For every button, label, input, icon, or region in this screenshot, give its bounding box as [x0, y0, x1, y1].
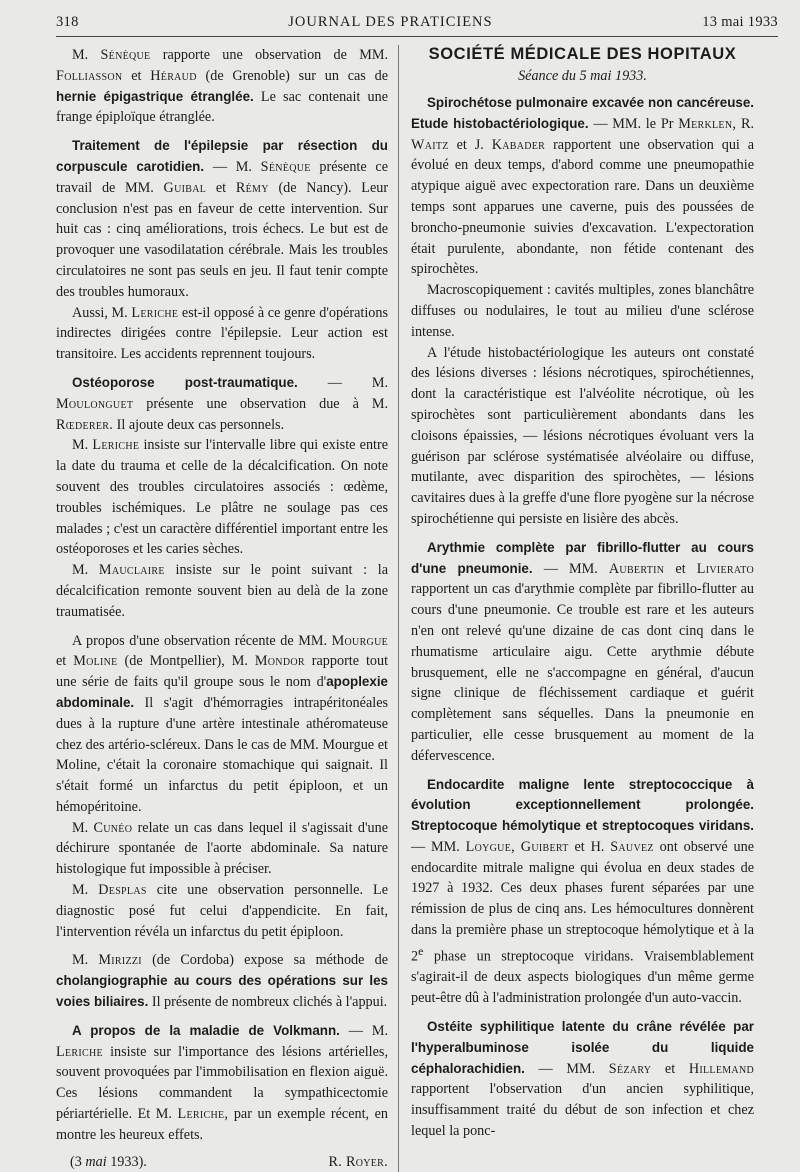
paragraph-leriche-intervalle: M. Leriche insiste sur l'intervalle libre qui existe entre la date du trauma et celle de la décalcification. On note souvent des troubles circulatoires associés : œdème, troubles ischémiques. Le plâtre ne soulage pas ces malades ; c'est un caractère différentiel important entre les ostéoporoses et les caries sèches.: [56, 437, 389, 558]
paragraph-volkmann: A propos de la maladie de Volkmann. — M. Leriche insiste sur l'importance des lésions artérielles, souvent provoquées par l'immobilisation en flexion aiguë. Ces lésions commandent la sympathicectomie périartérielle. Et M. Leriche, par un exemple récent, en montre les heureux effets.: [56, 1022, 389, 1143]
left-column: [56, 45, 398, 1172]
paragraph-osteoporose: Ostéoporose post-traumatique. — M. Moulonguet présente une observation due à M. Rœderer. Il ajoute deux cas personnels.: [56, 374, 389, 433]
article-signature: [56, 1152, 388, 1172]
section-title: SOCIÉTÉ MÉDICALE DES HOPITAUX: [428, 45, 737, 63]
paragraph-leriche-epilepsie: Aussi, M. Leriche est-il opposé à ce genre d'opérations indirectes dirigées contre l'épilepsie. Leur action est transitoire. Les accidents reprennent toujours.: [56, 304, 388, 363]
paragraph-apoplexie: A propos d'une observation récente de MM. Mourgue et Moline (de Montpellier), M. Mondor rapporte tout une série de faits qu'il groupe sous le nom d'apoplexie abdominale. Il s'agit d'hémorragies intrapéritonéales dues à la rupture d'une artère intestinale athéromateuse chez des artério-scléreux. Dans le cas de MM. Mourgue et Moline, c'était la coronaire stomachique qui saignait. Il s'était formé un infarctus du petit épiploon, et un hémopéritoine.: [56, 632, 389, 815]
right-column: [398, 45, 754, 1172]
paragraph-cuneo: M. Cunéo relate un cas dans lequel il s'agissait d'une déchirure spontanée de l'aorte abdominale. Sa nature histologique fut impossible à préciser.: [56, 819, 388, 878]
page-number: 318: [56, 14, 79, 30]
paragraph-arythmie: Arythmie complète par fibrillo-flutter au cours d'une pneumonie. — MM. Aubertin et Livierato rapportent un cas d'arythmie complète par fibrillo-flutter au cours d'une pneumonie. Ce trouble est rare et les auteurs n'en ont relevé qu'une dizaine de cas dont cinq dans le rhumatisme articulaire aigu. Cette arythmie débute brusquement, elle ne s'accompagne en général, d'aucun signe clinique de fléchissement cardiaque et guérit complètement sans séquelles. Dans la pneumonie en particulier, elle cesse brusquement au moment de la défervescence.: [411, 539, 755, 764]
paragraph-osteite: Ostéite syphilitique latente du crâne révélée par l'hyperalbuminose isolée du liquide céphalorachidien. — MM. Sézary et Hillemand rapportent l'observation d'un ancien syphilitique, insuffisamment traité du début de son infection et chez lequel la ponc-: [411, 1019, 754, 1139]
issue-date: 13 mai 1933: [702, 14, 778, 30]
paragraph-endocardite: Endocardite maligne lente streptococcique à évolution exceptionnellement prolongée. Streptocoque hémolytique et streptocoques viridans. — MM. Loygue, Guibert et H. Sauvez ont observé une endocardite mitrale maligne qui évolua en deux stades de 1927 à 1932. Ces deux phases furent séparées par une rémission de plus de cinq ans. Les hémocultures donnèrent dans la première phase un streptocoque hémolytique et à la 2e phase un streptocoque viridans. Vraisemblablement s'agirait-il de deux aspects biologiques d'un même germe peut-être dû à l'administration prolongée d'un auto-vaccin.: [411, 776, 755, 1007]
text-columns: [56, 45, 778, 1172]
paragraph-hernie: M. Sénèque rapporte une observation de MM. Folliasson et Héraud (de Grenoble) sur un cas de hernie épigastrique étranglée. Le sac contenait une frange épiploïque étranglée.: [56, 47, 389, 126]
paragraph-spirochetose: Spirochétose pulmonaire excavée non cancéreuse. Etude histobactériologique. — MM. le Pr Merklen, R. Waitz et J. Kabader rapportent une observation qui a évolué en deux temps, d'abord comme une pneumopathie atypique aiguë avec expectoration rare. Dans un deuxième temps sont apparues une caverne, puis des poussées de broncho-pneumonie suivies d'excavation. L'expectoration était purulente, abondante, non fétide contenant des spirochètes.: [411, 95, 755, 278]
page-header: [56, 14, 778, 37]
section-subtitle: Séance du 5 mai 1933.: [518, 68, 647, 84]
paragraph-epilepsie: Traitement de l'épilepsie par résection du corpuscule carotidien. — M. Sénèque présente ce travail de MM. Guibal et Rémy (de Nancy). Leur conclusion n'est pas en faveur de cette intervention. Sur huit cas : cinq améliorations, trois échecs. Le but est de provoquer une vasodilatation cérébrale. Mais les troubles circulatoires ne sont pas seuls en jeu. Il faut tenir compte des troubles humoraux.: [56, 138, 389, 300]
paragraph-desplas: M. Desplas cite une observation personnelle. Le diagnostic posé fut celui d'appendicite. En fait, l'intervention révéla un infarctus du petit épiploon.: [56, 882, 389, 940]
journal-title: JOURNAL DES PRATICIENS: [288, 14, 493, 30]
paragraph-macroscopie: Macroscopiquement : cavités multiples, zones blanchâtre diffuses ou nodulaires, le tout au milieu d'une sclérose intense.: [411, 282, 754, 340]
paragraph-histobacteriologie: A l'étude histobactériologique les auteurs ont constaté des lésions diverses : lésions nécrotiques, spirochétiennes, dont la caractéristique est l'alvéolite nécrotique, où les spirochètes sont particulièrement abondants dans les cloisons épaissies, — lésions nécrotiques évoluant vers la guérison par sclérose systématisée alvéolaire ou diffuse, mutilante, avec disparition des spirochètes, — lésions cavitaires dues à la greffe d'une flore pyogène sur la nécrose spirochétienne qui persiste en lisière des abcès.: [411, 344, 754, 527]
signature-author: R. Royer.: [328, 1153, 388, 1170]
paragraph-mirizzi: M. Mirizzi (de Cordoba) expose sa méthode de cholangiographie au cours des opérations sur les voies biliaires. Il présente de nombreux clichés à l'appui.: [56, 952, 388, 1011]
signature-date: (3 mai 1933).: [70, 1153, 147, 1170]
paragraph-mauclaire: M. Mauclaire insiste sur le point suivant : la décalcification remonte souvent bien au delà de la zone traumatisée.: [56, 562, 389, 620]
